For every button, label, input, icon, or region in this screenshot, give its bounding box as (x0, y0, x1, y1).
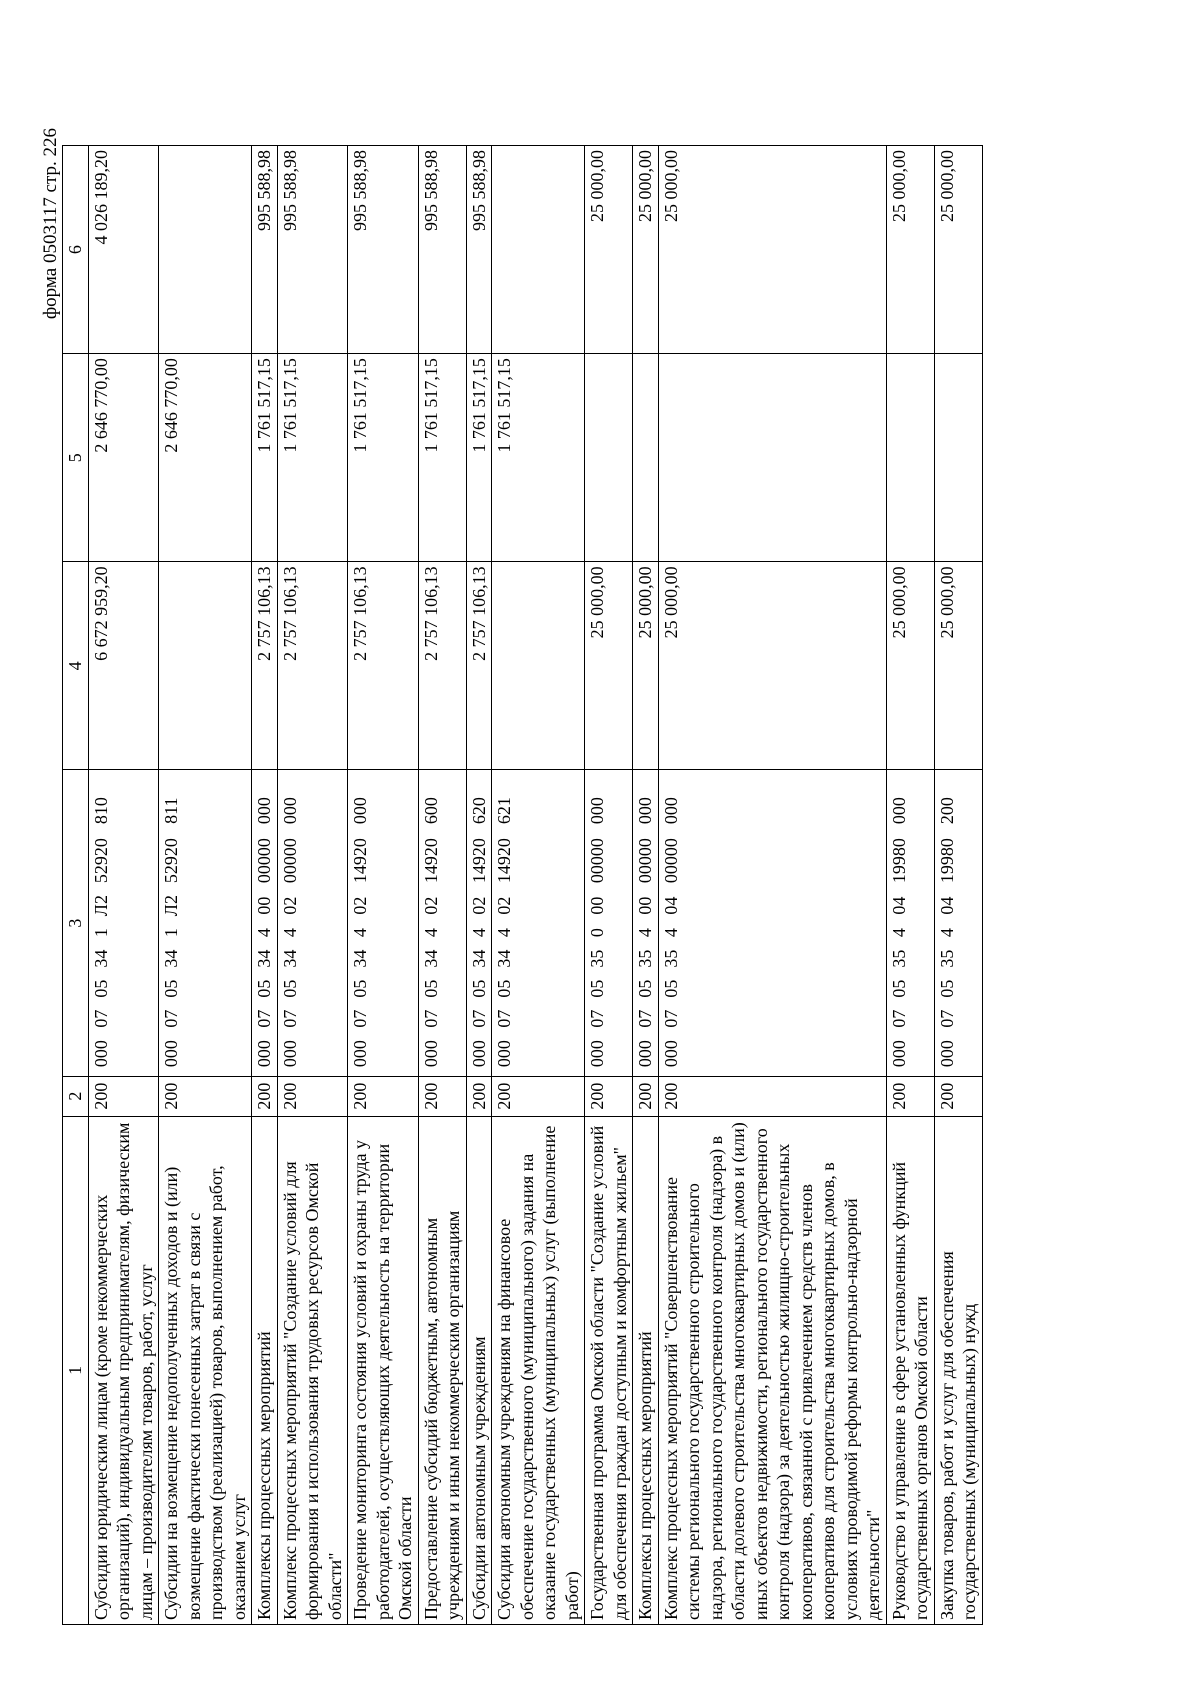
row-value-col4: 2 757 106,13 (252, 562, 278, 770)
row-budget-code (466, 770, 492, 1076)
budget-code-part: 04 (660, 896, 681, 915)
budget-code-part: 07 (888, 1009, 909, 1028)
budget-code-part: 04 (936, 896, 957, 915)
row-value-col6: 25 000,00 (658, 146, 886, 354)
budget-code-part: 07 (635, 1009, 655, 1028)
col-header-2: 2 (63, 1076, 89, 1116)
row-name: Комплексы процессных мероприятий (252, 1116, 278, 1624)
row-line-code: 200 (658, 1076, 886, 1116)
row-value-col4: 2 757 106,13 (466, 562, 492, 770)
budget-code-part: 05 (468, 979, 489, 998)
budget-code-part: 000 (254, 1040, 274, 1068)
budget-code-part: 52920 (90, 838, 111, 884)
table-row (252, 146, 278, 1625)
budget-code-part: 14920 (420, 838, 441, 884)
budget-code-parts (586, 774, 609, 1071)
budget-code-parts (420, 774, 443, 1071)
budget-code-part: 05 (254, 979, 274, 998)
budget-code-part: 05 (90, 979, 111, 998)
budget-code-part: 000 (468, 1040, 489, 1068)
row-line-code: 200 (585, 1076, 633, 1116)
budget-code-part: 02 (494, 896, 514, 915)
table-row (348, 146, 419, 1625)
table-row (658, 146, 886, 1625)
row-value-col6: 995 588,98 (418, 146, 466, 354)
budget-code-part: 00000 (635, 838, 655, 884)
budget-code-part: 14920 (468, 838, 489, 884)
row-line-code: 200 (418, 1076, 466, 1116)
row-name: Государственная программа Омской области "Создание условий для обеспечения граждан доступным и комфортным жильем" (585, 1116, 633, 1624)
table-row (88, 146, 159, 1625)
row-value-col4: 6 672 959,20 (88, 562, 159, 770)
budget-code-part: 34 (254, 949, 274, 968)
budget-code-part: 000 (494, 1040, 514, 1068)
budget-code-part: 00 (254, 896, 274, 915)
row-name: Проведение мониторинга состояния условий и охраны труда у работодателей, осуществляющих деятельность на территории Омской области (348, 1116, 419, 1624)
budget-code-part: 000 (888, 797, 909, 825)
column-number-row (63, 146, 89, 1625)
budget-code-part: 05 (660, 979, 681, 998)
report-table (62, 145, 983, 1625)
budget-code-part: 07 (660, 1009, 681, 1028)
budget-code-part: 200 (936, 797, 957, 825)
budget-code-part: 4 (254, 928, 274, 938)
row-value-col4: 25 000,00 (585, 562, 633, 770)
row-budget-code (88, 770, 159, 1076)
budget-code-part: 4 (468, 928, 489, 938)
row-name: Комплекс процессных мероприятий "Создание условий для формирования и использования трудовых ресурсов Омской области" (277, 1116, 348, 1624)
budget-code-parts (936, 774, 959, 1071)
budget-code-part: 000 (660, 797, 681, 825)
budget-code-part: 05 (350, 979, 370, 998)
budget-code-part: 000 (587, 797, 607, 825)
budget-code-part: 07 (420, 1009, 441, 1028)
budget-code-part: 4 (635, 928, 655, 938)
table-row (466, 146, 492, 1625)
row-budget-code (159, 770, 252, 1076)
row-value-col4: 2 757 106,13 (277, 562, 348, 770)
table-row (633, 146, 659, 1625)
row-budget-code (277, 770, 348, 1076)
row-value-col5: 1 761 517,15 (252, 354, 278, 562)
budget-code-part: 05 (161, 979, 181, 998)
budget-code-parts (279, 774, 302, 1071)
row-name: Субсидии юридическим лицам (кроме некоммерческих организаций), индивидуальным предпринимателям, физическим лицам – производителям товаров, работ, услуг (88, 1116, 159, 1624)
budget-code-part: 07 (468, 1009, 489, 1028)
budget-code-part: 52920 (161, 838, 181, 884)
budget-code-part: 14920 (350, 838, 370, 884)
row-budget-code (252, 770, 278, 1076)
row-value-col4: 25 000,00 (633, 562, 659, 770)
row-value-col6: 995 588,98 (277, 146, 348, 354)
budget-code-part: 05 (587, 979, 607, 998)
row-budget-code (348, 770, 419, 1076)
budget-code-part: 4 (494, 928, 514, 938)
budget-code-part: 000 (161, 1040, 181, 1068)
budget-code-part: 07 (161, 1009, 181, 1028)
budget-code-part: 4 (936, 928, 957, 938)
row-line-code: 200 (277, 1076, 348, 1116)
budget-code-parts (634, 774, 657, 1071)
row-value-col6: 4 026 189,20 (88, 146, 159, 354)
budget-code-part: 621 (494, 797, 514, 825)
row-name: Субсидии автономным учреждениям (466, 1116, 492, 1624)
row-budget-code (492, 770, 585, 1076)
row-value-col5 (886, 354, 934, 562)
col-header-3: 3 (63, 770, 89, 1076)
budget-code-part: 05 (635, 979, 655, 998)
table-row (418, 146, 466, 1625)
row-value-col4 (159, 562, 252, 770)
row-line-code: 200 (633, 1076, 659, 1116)
row-line-code: 200 (348, 1076, 419, 1116)
budget-code-part: 35 (936, 949, 957, 968)
budget-code-part: 1 (161, 928, 181, 938)
table-row (277, 146, 348, 1625)
row-value-col4: 25 000,00 (658, 562, 886, 770)
budget-code-part: 600 (420, 797, 441, 825)
budget-code-part: 34 (161, 949, 181, 968)
row-value-col5 (585, 354, 633, 562)
budget-code-parts (468, 774, 491, 1071)
budget-code-part: 35 (587, 949, 607, 968)
budget-code-part: 000 (660, 1040, 681, 1068)
row-value-col5 (658, 354, 886, 562)
budget-code-part: 4 (660, 928, 681, 938)
budget-code-part: 07 (494, 1009, 514, 1028)
row-value-col5 (934, 354, 982, 562)
budget-code-part: 02 (350, 896, 370, 915)
budget-code-part: 4 (420, 928, 441, 938)
budget-code-part: 02 (468, 896, 489, 915)
row-value-col5: 1 761 517,15 (492, 354, 585, 562)
budget-code-part: 05 (888, 979, 909, 998)
row-line-code: 200 (492, 1076, 585, 1116)
budget-code-part: 04 (888, 896, 909, 915)
budget-code-part: 07 (350, 1009, 370, 1028)
budget-code-part: 4 (350, 928, 370, 938)
budget-code-part: 34 (279, 949, 300, 968)
row-value-col4 (492, 562, 585, 770)
col-header-4: 4 (63, 562, 89, 770)
budget-code-part: 000 (888, 1040, 909, 1068)
budget-code-part: 02 (420, 896, 441, 915)
budget-code-part: 19980 (936, 838, 957, 884)
budget-code-part: 00000 (254, 838, 274, 884)
budget-code-part: 000 (279, 1040, 300, 1068)
budget-code-part: 000 (350, 1040, 370, 1068)
budget-code-parts (160, 774, 183, 1071)
budget-code-part: 00 (635, 896, 655, 915)
budget-code-parts (888, 774, 911, 1071)
row-value-col5: 2 646 770,00 (159, 354, 252, 562)
budget-code-part: 00000 (660, 838, 681, 884)
row-line-code: 200 (159, 1076, 252, 1116)
budget-code-part: 811 (161, 797, 181, 824)
budget-code-part: 000 (635, 797, 655, 825)
budget-code-part: 620 (468, 797, 489, 825)
row-name: Комплексы процессных мероприятий (633, 1116, 659, 1624)
row-value-col6: 25 000,00 (886, 146, 934, 354)
row-value-col6 (159, 146, 252, 354)
row-name: Предоставление субсидий бюджетным, автономным учреждениям и иным некоммерческим организациям (418, 1116, 466, 1624)
row-value-col6: 25 000,00 (934, 146, 982, 354)
row-line-code: 200 (466, 1076, 492, 1116)
row-line-code: 200 (886, 1076, 934, 1116)
row-budget-code (886, 770, 934, 1076)
budget-code-part: 000 (279, 797, 300, 825)
row-budget-code (585, 770, 633, 1076)
budget-code-part: 02 (279, 896, 300, 915)
table-row (886, 146, 934, 1625)
budget-code-part: 07 (936, 1009, 957, 1028)
row-value-col5: 1 761 517,15 (466, 354, 492, 562)
row-line-code: 200 (934, 1076, 982, 1116)
budget-code-part: 34 (90, 949, 111, 968)
row-line-code: 200 (252, 1076, 278, 1116)
row-value-col6 (492, 146, 585, 354)
budget-code-part: 4 (888, 928, 909, 938)
budget-code-part: 35 (660, 949, 681, 968)
row-name: Комплекс процессных мероприятий "Совершенствование системы регионального государственного строительного надзора, регионального государственного контроля (надзора) в области долевого строительства многоквартирных домов и (или) иных объектов недвижимости, регионального государственного контроля (надзора) за деятельностью жилищно-строительных кооперативов, связанной с привлечением средств членов кооперативов для строительства многоквартирных домов, в условиях проводимой реформы контрольно-надзорной деятельности" (658, 1116, 886, 1624)
budget-code-part: 000 (420, 1040, 441, 1068)
form-header: форма 0503117 стр. 226 (40, 128, 61, 320)
budget-code-parts (493, 774, 516, 1071)
row-name: Руководство и управление в сфере установленных функций государственных органов Омской области (886, 1116, 934, 1624)
row-value-col5: 1 761 517,15 (418, 354, 466, 562)
budget-code-part: 00 (587, 896, 607, 915)
budget-code-part: 000 (635, 1040, 655, 1068)
row-budget-code (633, 770, 659, 1076)
budget-code-part: 07 (254, 1009, 274, 1028)
budget-code-part: 0 (587, 928, 607, 938)
row-value-col5 (633, 354, 659, 562)
row-budget-code (658, 770, 886, 1076)
budget-code-part: 35 (888, 949, 909, 968)
row-value-col4: 25 000,00 (886, 562, 934, 770)
budget-code-part: Л2 (90, 895, 111, 917)
row-name: Субсидии автономным учреждениям на финансовое обеспечение государственного (муниципального) задания на оказание государственных (муниципальных) услуг (выполнение работ) (492, 1116, 585, 1624)
row-value-col4: 25 000,00 (934, 562, 982, 770)
budget-code-part: 07 (90, 1009, 111, 1028)
col-header-6: 6 (63, 146, 89, 354)
budget-code-parts (660, 774, 683, 1071)
row-value-col6: 995 588,98 (466, 146, 492, 354)
table-row (585, 146, 633, 1625)
budget-code-parts (90, 774, 113, 1071)
budget-code-part: 34 (468, 949, 489, 968)
budget-code-part: 000 (350, 797, 370, 825)
budget-code-part: 4 (279, 928, 300, 938)
table-row (934, 146, 982, 1625)
row-value-col6: 25 000,00 (633, 146, 659, 354)
row-value-col4: 2 757 106,13 (348, 562, 419, 770)
budget-code-parts (253, 774, 276, 1071)
budget-code-part: 05 (420, 979, 441, 998)
budget-code-part: 1 (90, 928, 111, 938)
table-body (88, 146, 982, 1625)
budget-code-part: 810 (90, 797, 111, 825)
budget-code-part: 05 (936, 979, 957, 998)
row-value-col6: 995 588,98 (252, 146, 278, 354)
budget-code-part: 14920 (494, 838, 514, 884)
col-header-1: 1 (63, 1116, 89, 1624)
col-header-5: 5 (63, 354, 89, 562)
budget-code-part: 00000 (587, 838, 607, 884)
budget-code-part: Л2 (161, 895, 181, 917)
row-value-col6: 25 000,00 (585, 146, 633, 354)
budget-code-part: 05 (494, 979, 514, 998)
budget-code-part: 07 (587, 1009, 607, 1028)
budget-code-part: 000 (936, 1040, 957, 1068)
row-value-col6: 995 588,98 (348, 146, 419, 354)
budget-code-part: 000 (90, 1040, 111, 1068)
row-budget-code (418, 770, 466, 1076)
budget-code-part: 05 (279, 979, 300, 998)
row-value-col5: 1 761 517,15 (277, 354, 348, 562)
row-name: Закупка товаров, работ и услуг для обеспечения государственных (муниципальных) нужд (934, 1116, 982, 1624)
row-value-col5: 2 646 770,00 (88, 354, 159, 562)
row-budget-code (934, 770, 982, 1076)
budget-code-part: 00000 (279, 838, 300, 884)
budget-code-parts (349, 774, 372, 1071)
budget-code-part: 34 (350, 949, 370, 968)
row-value-col5: 1 761 517,15 (348, 354, 419, 562)
budget-code-part: 19980 (888, 838, 909, 884)
budget-code-part: 07 (279, 1009, 300, 1028)
budget-code-part: 000 (587, 1040, 607, 1068)
row-name: Субсидии на возмещение недополученных доходов и (или) возмещение фактически понесенных затрат в связи с производством (реализацией) товаров, выполнением работ, оказанием услуг (159, 1116, 252, 1624)
budget-code-part: 000 (254, 797, 274, 825)
table-row (492, 146, 585, 1625)
budget-code-part: 35 (635, 949, 655, 968)
budget-code-part: 34 (420, 949, 441, 968)
budget-code-part: 34 (494, 949, 514, 968)
row-value-col4: 2 757 106,13 (418, 562, 466, 770)
table-row (159, 146, 252, 1625)
row-line-code: 200 (88, 1076, 159, 1116)
